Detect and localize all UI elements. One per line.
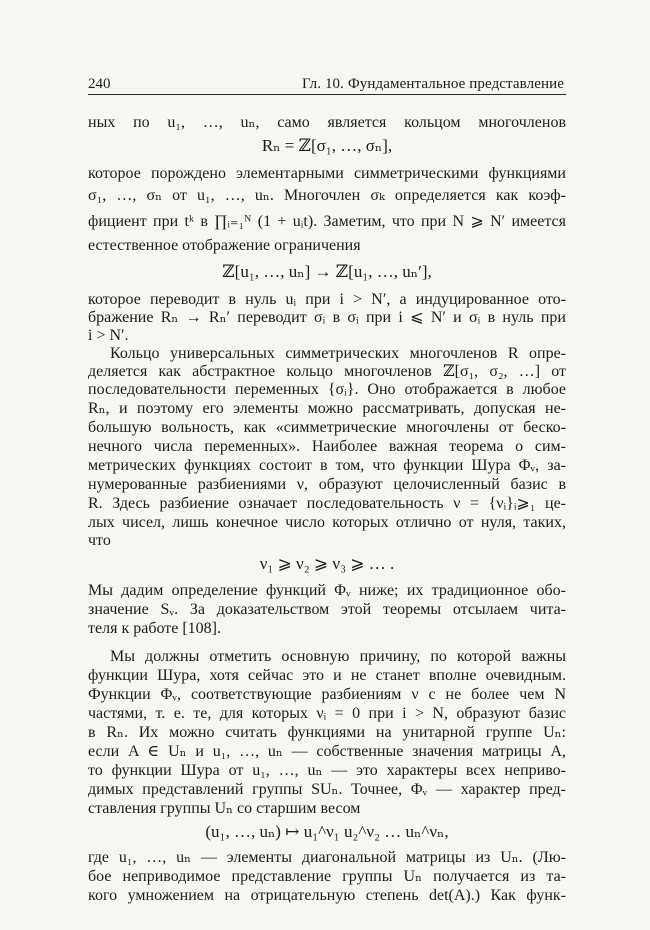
text-line: которое переводит в нуль uᵢ при i > N′, а индуцированное ото- [88,291,566,308]
page-header [88,74,566,95]
text-line: частями, т. е. те, для которых νᵢ = 0 при i > N, образуют базис [88,705,566,722]
text-line: метрических функциях состоит в том, что функции Шура Φᵥ, за- [88,457,566,474]
text-line: димых представлений группы SUₙ. Точнее, Φᵥ — характер пред- [88,781,566,798]
text-line: Функции Φᵥ, соответствующие разбиениям ν с не более чем N [88,686,566,703]
text-line: естественное отображение ограничения [88,237,361,254]
text-line: нумерованные разбиениями ν, образуют целочисленный базис в [88,476,566,493]
text-line: нечного числа переменных». Наиболее важная теорема о сим- [88,438,566,455]
text-line: большую вольность, как «симметрические многочлены от беско- [88,419,566,436]
text-line: σ₁, …, σₙ от u₁, …, uₙ. Многочлен σₖ определяется как коэф- [88,187,566,204]
text-line: функции Шура, хотя сейчас это и не станет вполне очевидным. [88,667,566,684]
text-line: деляется как абстрактное кольцо многочленов ℤ[σ₁, σ₂, …] от [88,363,566,380]
text-line: лых чисел, лишь конечное число которых отлично от нуля, таких, [88,514,566,531]
formula-restriction: ℤ[u₁, …, uₙ] → ℤ[u₁, …, uₙ′], [222,262,432,281]
formula-highest-weight: (u₁, …, uₙ) ↦ u₁^ν₁ u₂^ν₂ … uₙ^νₙ, [205,822,449,841]
text-line: последовательности переменных {σᵢ}. Оно отображается в любое [88,381,566,398]
page-number: 240 [88,76,111,92]
text-line: что [88,532,111,549]
text-line: то функции Шура от u₁, …, uₙ — это характеры всех неприво- [88,762,566,779]
text-line: которое порождено элементарными симметрическими функциями [88,165,566,182]
text-line: R. Здесь разбиение означает последовательность ν = {νᵢ}ᵢ⩾₁ це- [88,495,566,512]
text-line: ставления группы Uₙ со старшим весом [88,800,361,817]
text-line: ных по u₁, …, uₙ, само является кольцом многочленов [88,114,566,131]
text-line: значение Sᵥ. За доказательством этой теоремы отсылаем чита- [88,601,566,618]
text-line: кого умножением на отрицательную степень det(A).) Как функ- [88,887,566,904]
formula-partition: ν₁ ⩾ ν₂ ⩾ ν₃ ⩾ … . [259,554,395,573]
text-line: i > N′. [88,327,129,344]
text-line: бое неприводимое представление группы Uₙ получается из та- [88,868,566,885]
text-line: если A ∈ Uₙ и u₁, …, uₙ — собственные значения матрицы A, [88,743,566,760]
running-title: Гл. 10. Фундаментальное представление [302,76,564,92]
text-line: теля к работе [108]. [88,620,221,637]
text-line: фициент при tᵏ в ∏ᵢ₌₁ᴺ (1 + uᵢt). Заметим, что при N ⩾ N′ имеется [88,213,566,230]
text-line: Rₙ, и поэтому его элементы можно рассматривать, допуская не- [88,400,566,417]
formula-ring: Rₙ = ℤ[σ₁, …, σₙ], [261,136,393,155]
text-line: где u₁, …, uₙ — элементы диагональной матрицы из Uₙ. (Лю- [88,849,566,866]
text-line: бражение Rₙ → Rₙ′ переводит σᵢ в σᵢ при i ⩽ N′ и σᵢ в нуль при [88,309,566,326]
text-line: в Rₙ. Их можно считать функциями на унитарной группе Uₙ: [88,724,566,741]
text-line: Кольцо универсальных симметрических многочленов R опре- [110,345,566,362]
text-line: Мы дадим определение функций Φᵥ ниже; их традиционное обо- [88,582,566,599]
text-line: Мы должны отметить основную причину, по которой важны [110,648,566,665]
